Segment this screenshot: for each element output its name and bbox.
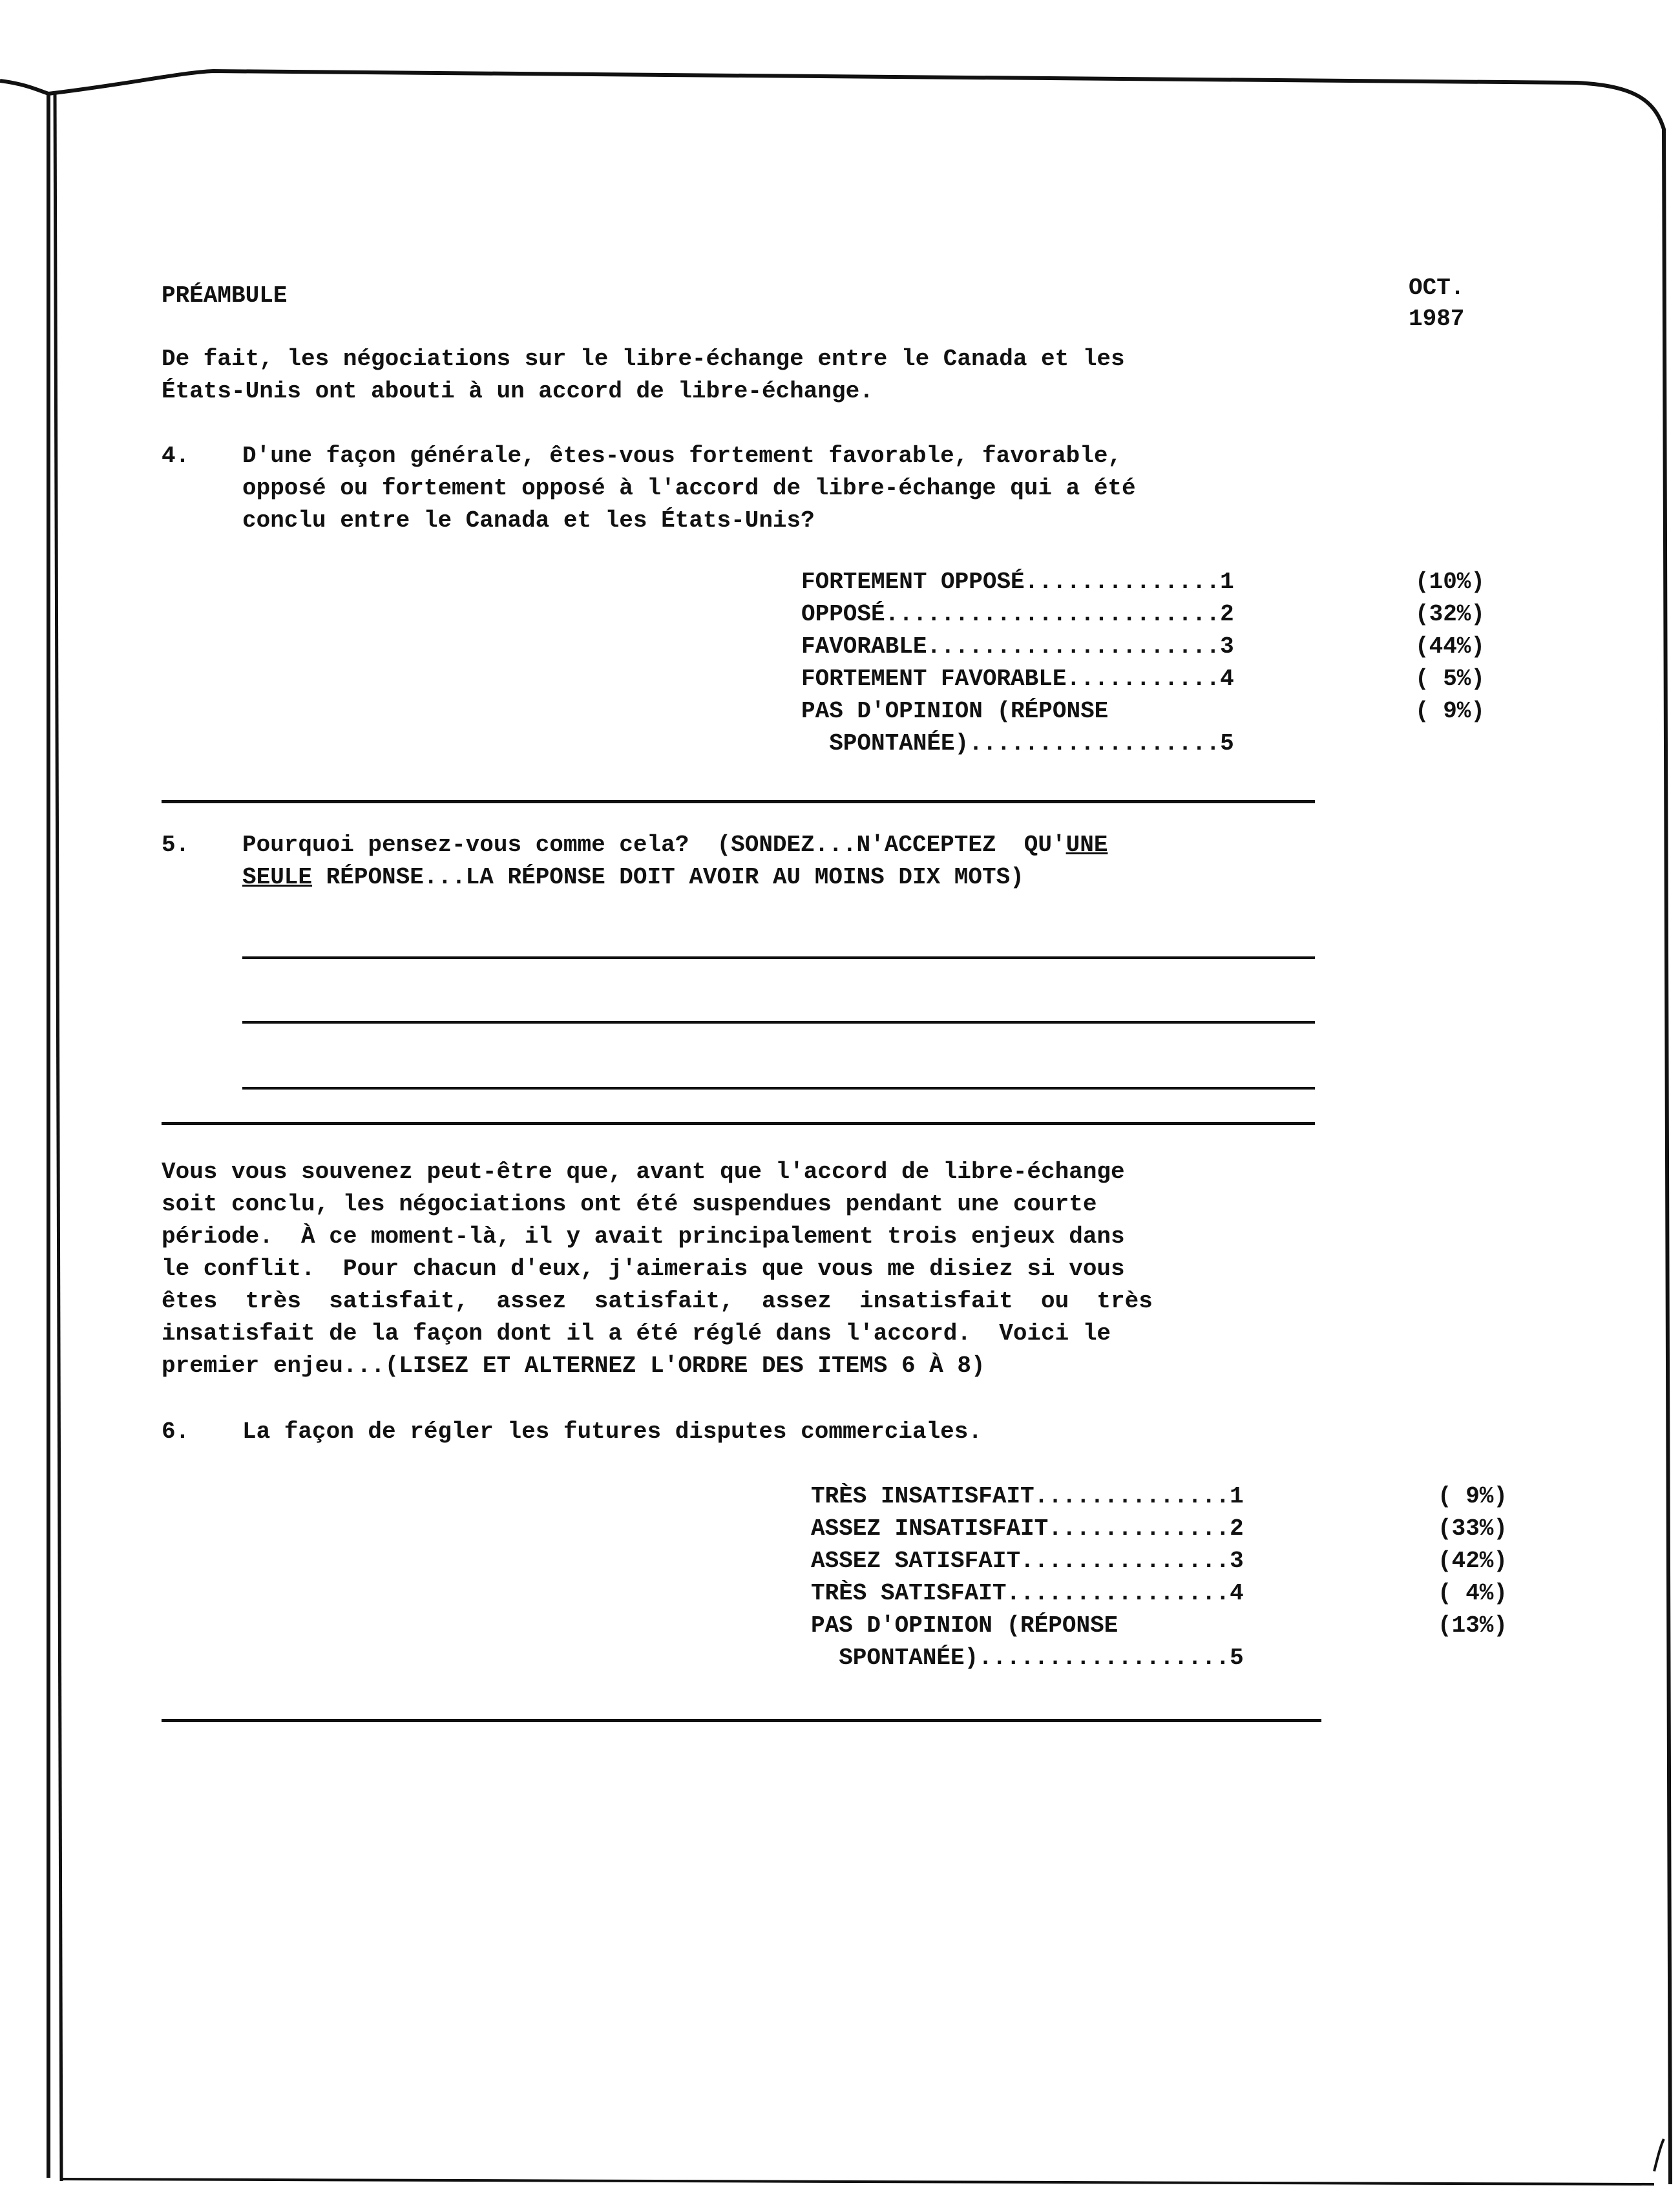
context-line: le conflit. Pour chacun d'eux, j'aimerais que vous me disiez si vous bbox=[162, 1256, 1125, 1282]
intro-line: États-Unis ont abouti à un accord de libre-échange. bbox=[162, 378, 874, 405]
q6-answer-option: PAS D'OPINION (RÉPONSE bbox=[811, 1612, 1118, 1639]
question-4-line: opposé ou fortement opposé à l'accord de libre-échange qui a été bbox=[242, 475, 1136, 501]
question-6-text: La façon de régler les futures disputes commerciales. bbox=[242, 1418, 982, 1445]
q4-percent: ( 9%) bbox=[1415, 698, 1486, 724]
underlined-word: SEULE bbox=[242, 864, 313, 890]
q4-answer-option: SPONTANÉE)..................5 bbox=[801, 730, 1234, 757]
question-4-number: 4. bbox=[162, 443, 190, 469]
context-line: insatisfait de la façon dont il a été réglé dans l'accord. Voici le bbox=[162, 1320, 1111, 1347]
section-title: PRÉAMBULE bbox=[162, 282, 288, 309]
q6-percent: (13%) bbox=[1438, 1612, 1508, 1639]
question-4-line: conclu entre le Canada et les États-Unis? bbox=[242, 507, 815, 534]
context-line: Vous vous souvenez peut-être que, avant que l'accord de libre-échange bbox=[162, 1159, 1125, 1185]
context-line: êtes très satisfait, assez satisfait, assez insatisfait ou très bbox=[162, 1288, 1153, 1314]
question-5-text: RÉPONSE...LA RÉPONSE DOIT AVOIR AU MOINS DIX MOTS) bbox=[312, 864, 1024, 890]
q4-percent: (10%) bbox=[1415, 569, 1486, 595]
answer-write-line bbox=[242, 1087, 1315, 1090]
q4-answer-option: PAS D'OPINION (RÉPONSE bbox=[801, 698, 1109, 724]
q4-percent: (32%) bbox=[1415, 601, 1486, 627]
q4-percent: (44%) bbox=[1415, 633, 1486, 660]
q6-answer-option: SPONTANÉE)..................5 bbox=[811, 1645, 1244, 1671]
q6-percent: ( 9%) bbox=[1438, 1483, 1508, 1510]
question-6-number: 6. bbox=[162, 1418, 190, 1445]
q4-percent: ( 5%) bbox=[1415, 666, 1486, 692]
q6-answer-option: TRÈS INSATISFAIT..............1 bbox=[811, 1483, 1244, 1510]
context-line: période. À ce moment-là, il y avait principalement trois enjeux dans bbox=[162, 1223, 1125, 1250]
intro-line: De fait, les négociations sur le libre-échange entre le Canada et les bbox=[162, 346, 1125, 372]
answer-write-line bbox=[242, 1021, 1315, 1024]
q4-answer-option: FORTEMENT FAVORABLE...........4 bbox=[801, 666, 1234, 692]
q4-answer-option: FAVORABLE.....................3 bbox=[801, 633, 1234, 660]
q6-answer-option: ASSEZ SATISFAIT...............3 bbox=[811, 1548, 1244, 1574]
section-divider bbox=[162, 1719, 1321, 1722]
q6-answer-option: TRÈS SATISFAIT................4 bbox=[811, 1580, 1244, 1607]
context-line: soit conclu, les négociations ont été suspendues pendant une courte bbox=[162, 1191, 1097, 1217]
question-5-text: Pourquoi pensez-vous comme cela? (SONDEZ...N'ACCEPTEZ QU' bbox=[242, 832, 1066, 858]
date-year: 1987 bbox=[1409, 306, 1465, 332]
question-5-line bbox=[242, 861, 1024, 894]
q4-answer-option: OPPOSÉ........................2 bbox=[801, 601, 1234, 627]
q6-percent: (42%) bbox=[1438, 1548, 1508, 1574]
section-divider bbox=[162, 800, 1315, 803]
q6-percent: ( 4%) bbox=[1438, 1580, 1508, 1607]
context-line: premier enjeu...(LISEZ ET ALTERNEZ L'ORDRE DES ITEMS 6 À 8) bbox=[162, 1353, 985, 1379]
date-month: OCT. bbox=[1409, 275, 1465, 301]
question-4-line: D'une façon générale, êtes-vous fortement favorable, favorable, bbox=[242, 443, 1122, 469]
question-5-number: 5. bbox=[162, 832, 190, 858]
underlined-word: UNE bbox=[1066, 832, 1108, 858]
question-5-line bbox=[242, 828, 1108, 862]
section-divider bbox=[162, 1122, 1315, 1125]
answer-write-line bbox=[242, 956, 1315, 959]
q4-answer-option: FORTEMENT OPPOSÉ..............1 bbox=[801, 569, 1234, 595]
q6-percent: (33%) bbox=[1438, 1515, 1508, 1542]
q6-answer-option: ASSEZ INSATISFAIT.............2 bbox=[811, 1515, 1244, 1542]
